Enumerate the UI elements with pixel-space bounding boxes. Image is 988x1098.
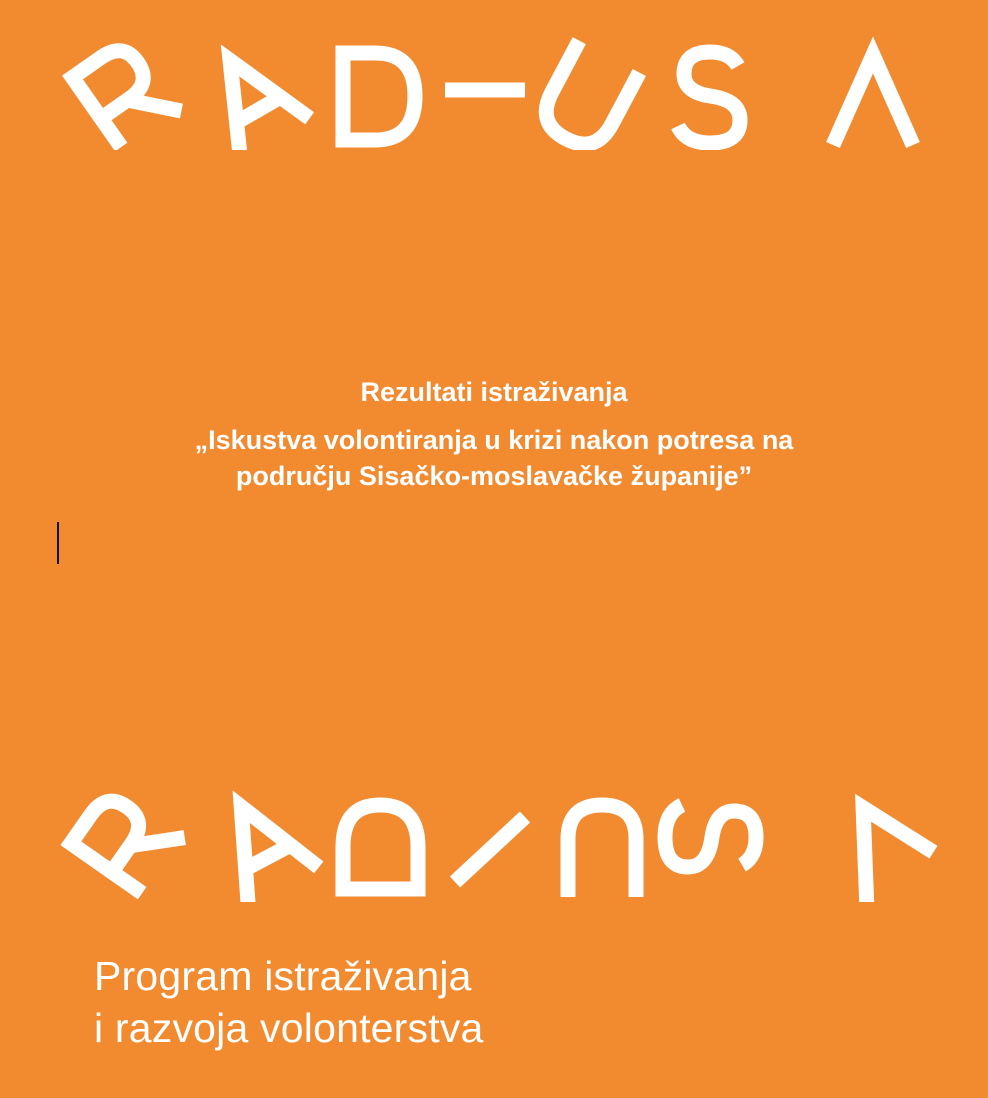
letter-s-shape — [678, 52, 740, 143]
letter-r-shape — [72, 37, 181, 150]
letter-lambda-shape — [833, 55, 913, 145]
letter-a-rotated-shape — [206, 788, 319, 902]
letter-d-rotated-shape — [343, 805, 418, 889]
program-subtitle — [94, 950, 484, 1054]
letter-u-inverted-shape — [568, 805, 636, 897]
title-line-1: Rezultati istraživanja — [360, 377, 628, 407]
radius-wordmark-icon — [0, 30, 988, 150]
slash-shape — [455, 817, 525, 882]
letter-u-shape — [536, 41, 640, 150]
title-line-2: „Iskustva volontiranja u krizi nakon potresa na — [194, 425, 794, 455]
report-title — [0, 372, 988, 494]
title-line-3: području Sisačko-moslavačke županije” — [235, 461, 753, 491]
radius-logo-bottom — [0, 772, 988, 902]
letter-s-rotated-shape — [665, 805, 756, 867]
radius-logo-top — [0, 30, 988, 150]
text-cursor-mark — [57, 522, 59, 564]
radius-wordmark-icon-bottom — [0, 772, 988, 902]
letter-r-rotated-shape — [71, 786, 185, 895]
program-line-2: i razvoja volonterstva — [94, 1005, 484, 1051]
letter-d-shape — [343, 53, 415, 140]
letter-a-shape — [195, 40, 309, 150]
program-line-1: Program istraživanja — [94, 953, 472, 999]
letter-lambda-rotated-shape — [827, 789, 944, 902]
